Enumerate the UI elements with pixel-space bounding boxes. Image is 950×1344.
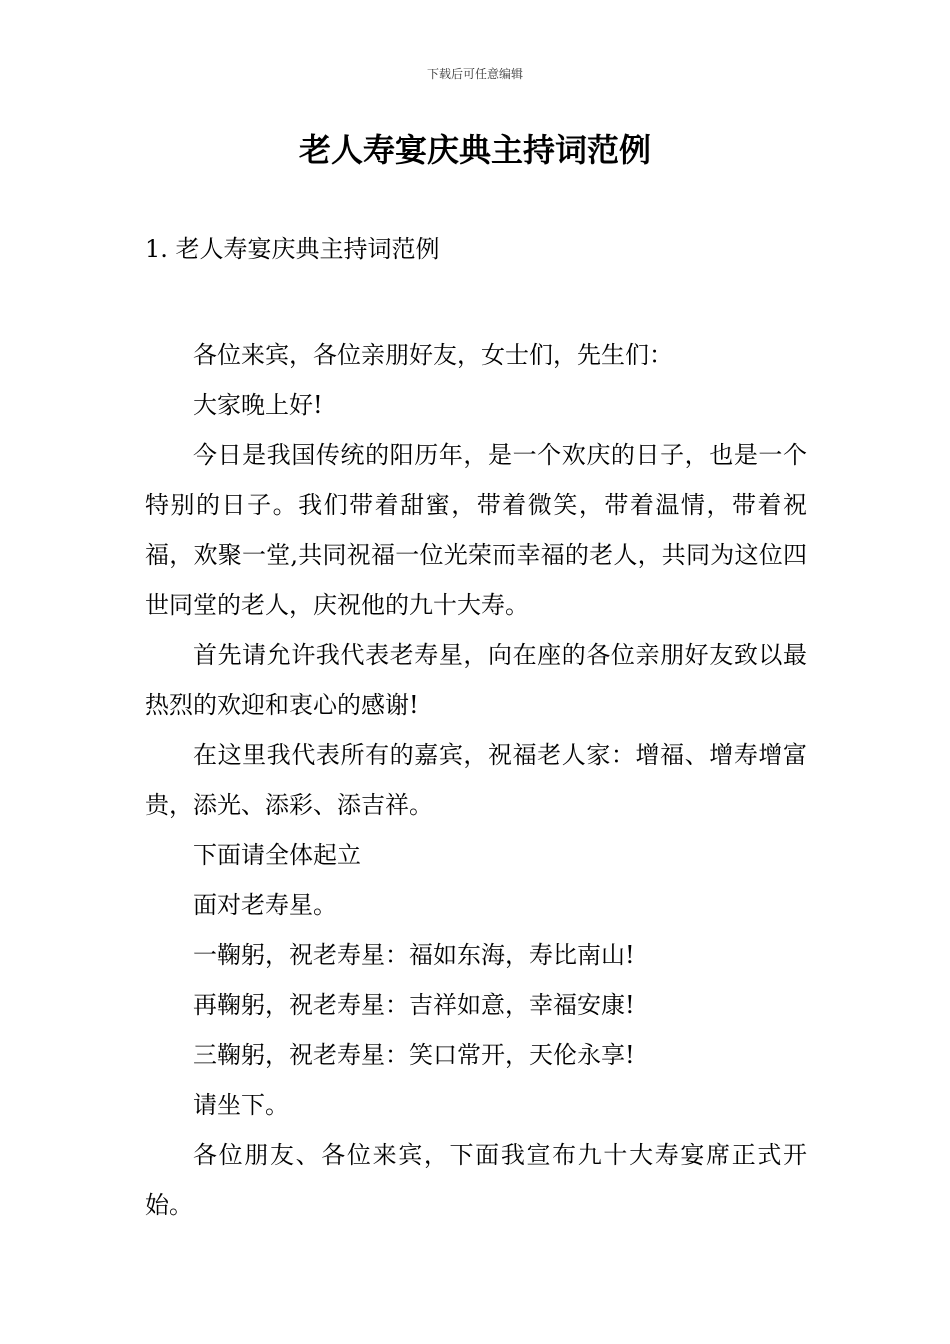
paragraph-welcome: 首先请允许我代表老寿星，向在座的各位亲朋好友致以最热烈的欢迎和衷心的感谢! (145, 641, 807, 719)
paragraph-banquet-start: 各位朋友、各位来宾，下面我宣布九十大寿宴席正式开始。 (145, 1141, 807, 1219)
paragraph-third-bow: 三鞠躬，祝老寿星：笑口常开，天伦永享! (193, 1041, 635, 1069)
paragraph-occasion: 今日是我国传统的阳历年，是一个欢庆的日子，也是一个特别的日子。我们带着甜蜜，带着微笑，带着温情，带着祝福，欢聚一堂,共同祝福一位光荣而幸福的老人，共同为这位四世同堂的老人，庆祝他的九十大寿。 (145, 441, 807, 619)
paragraph-second-bow: 再鞠躬，祝老寿星：吉祥如意，幸福安康! (193, 991, 635, 1019)
paragraph-blessing: 在这里我代表所有的嘉宾，祝福老人家：增福、增寿增富贵，添光、添彩、添吉祥。 (145, 741, 807, 819)
body-text (145, 330, 807, 1230)
section-heading: 1. 老人寿宴庆典主持词范例 (145, 235, 440, 263)
paragraph-greeting: 各位来宾，各位亲朋好友，女士们，先生们： (193, 341, 673, 369)
header-note: 下载后可任意编辑 (426, 67, 523, 81)
paragraph-good-evening: 大家晚上好! (193, 391, 323, 419)
paragraph-face-elder: 面对老寿星。 (193, 891, 337, 919)
paragraph-stand-up: 下面请全体起立 (193, 841, 361, 869)
document-title: 老人寿宴庆典主持词范例 (298, 131, 651, 169)
paragraph-sit-down: 请坐下。 (193, 1091, 289, 1119)
paragraph-first-bow: 一鞠躬，祝老寿星：福如东海，寿比南山! (193, 941, 635, 969)
